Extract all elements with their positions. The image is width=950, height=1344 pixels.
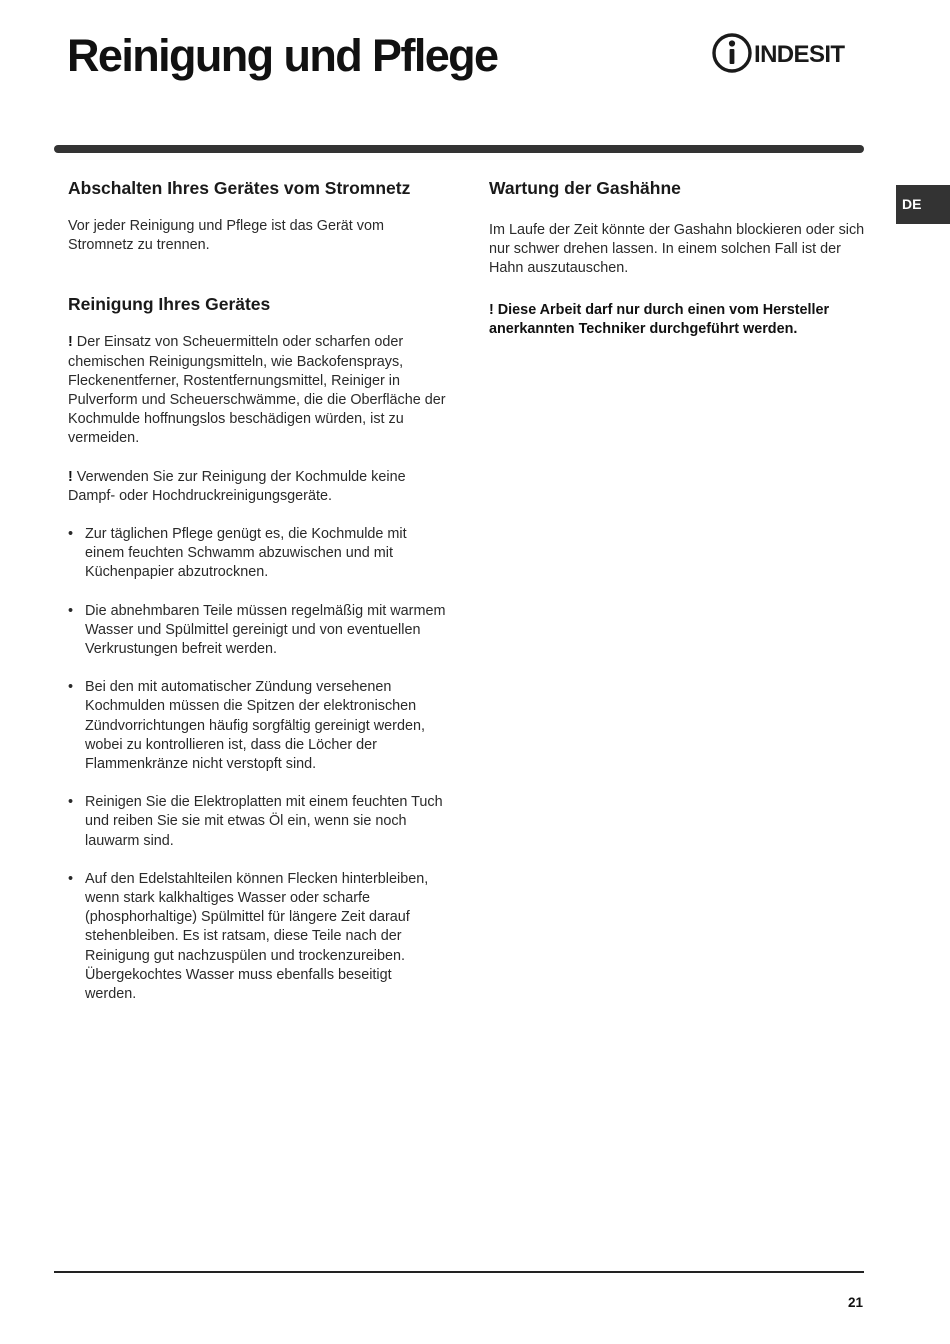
left-column: [68, 176, 446, 1023]
bullet-icon: •: [68, 870, 74, 887]
section-heading-power: Abschalten Ihres Gerätes vom Stromnetz: [68, 178, 411, 198]
header-divider: [54, 145, 864, 153]
indesit-logo-icon: [711, 31, 867, 75]
cleaning-tips-list: [68, 525, 446, 1004]
warning-text-1: Der Einsatz von Scheuermitteln oder scharfen oder chemischen Reinigungsmitteln, wie Backofensprays, Fleckenentferner, Rostentfernungsmittel, Reiniger in Pulverform und Scheuerschwämme, die die Oberfläche der Kochmulde hoffnungslos beschädigen würden, ist zu vermeiden.: [68, 334, 446, 447]
bullet-icon: •: [68, 679, 74, 696]
list-item: • Auf den Edelstahlteilen können Flecken hinterbleiben, wenn stark kalkhaltiges Wasser oder scharfe (phosphorhaltige) Spülmittel für längere Zeit darauf stehenbleiben. Es ist ratsam, diese Teile nach der Reinigung gut nachzuspülen und trockenzureiben. Übergekochtes Wasser muss ebenfalls beseitigt werden.: [68, 870, 429, 1003]
bullet-icon: •: [68, 602, 74, 619]
brand-name: INDESIT: [754, 41, 845, 68]
section-text-gas-taps: Im Laufe der Zeit könnte der Gashahn blockieren oder sich nur schwer drehen lassen. In einem solchen Fall ist der Hahn auszutauschen.: [489, 222, 865, 277]
warning-paragraph-1: [68, 333, 446, 448]
section-heading-cleaning: Reinigung Ihres Gerätes: [68, 294, 271, 315]
page-title: Reinigung und Pflege: [67, 30, 498, 81]
right-column: [489, 176, 867, 339]
section-text-power: Vor jeder Reinigung und Pflege ist das Gerät vom Stromnetz zu trennen.: [68, 218, 384, 254]
warning-text-2: Verwenden Sie zur Reinigung der Kochmulde keine Dampf- oder Hochdruckreinigungsgeräte.: [68, 468, 406, 504]
list-item: • Die abnehmbaren Teile müssen regelmäßig mit warmem Wasser und Spülmittel gereinigt und von eventuellen Verkrustungen befreit werden.: [68, 602, 446, 658]
warning-paragraph-2: [68, 468, 446, 506]
bullet-icon: •: [68, 794, 74, 811]
footer-divider: [54, 1271, 864, 1273]
warning-note-technician: ! Diese Arbeit darf nur durch einen vom Hersteller anerkannten Techniker durchgeführt werden.: [489, 301, 830, 337]
language-tab: DE: [896, 185, 950, 224]
list-item: • Zur täglichen Pflege genügt es, die Kochmulde mit einem feuchten Schwamm abzuwischen und mit Küchenpapier abzutrocknen.: [68, 526, 407, 581]
warning-mark: !: [68, 468, 73, 485]
bullet-icon: •: [68, 526, 74, 543]
brand-logo: [711, 31, 867, 75]
section-heading-gas-taps: Wartung der Gashähne: [489, 178, 681, 198]
page-number: 21: [847, 1295, 863, 1310]
warning-mark: !: [68, 334, 73, 351]
list-item: • Bei den mit automatischer Zündung versehenen Kochmulden müssen die Spitzen der elektronischen Zündvorrichtungen häufig sorgfältig gereinigt werden, wobei zu kontrollieren ist, dass die Löcher der Flammenkränze nicht verstopft sind.: [68, 679, 425, 773]
list-item: • Reinigen Sie die Elektroplatten mit einem feuchten Tuch und reiben Sie sie mit etwas Öl ein, wenn sie noch lauwarm sind.: [68, 794, 443, 849]
